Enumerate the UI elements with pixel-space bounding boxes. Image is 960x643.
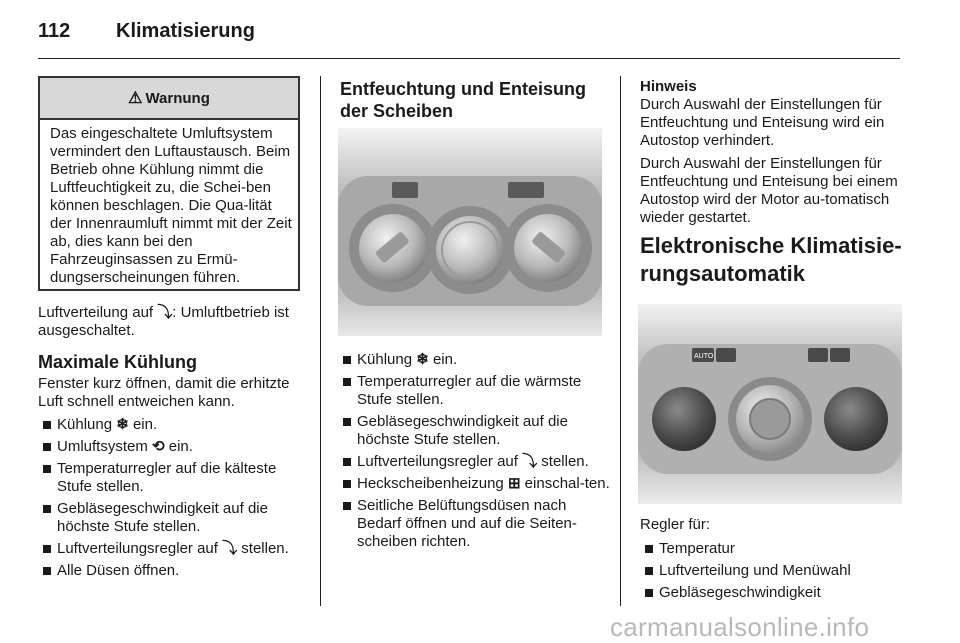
list-item: Temperatur <box>642 540 912 558</box>
auto-button-label: AUTO <box>694 353 714 360</box>
air-distribution-icon: ⤵ <box>522 453 538 470</box>
note-title: Hinweis <box>640 78 697 95</box>
list-item: Temperaturregler auf die wärmste Stufe stellen. <box>340 373 610 409</box>
air-distribution-icon: ⤵ <box>222 540 238 557</box>
list-item: Kühlung ❄ ein. <box>40 416 310 434</box>
column-divider-1 <box>320 76 321 606</box>
max-cooling-intro: Fenster kurz öffnen, damit die erhitzte Luft schnell entweichen kann. <box>38 375 290 410</box>
list-item: Heckscheibenheizung ⊞ einschal-ten. <box>340 475 610 493</box>
climate-control-panel-photo <box>338 128 602 336</box>
list-item: Gebläsegeschwindigkeit <box>642 584 912 602</box>
warning-triangle-icon: ⚠ <box>128 90 143 107</box>
warning-text: Das eingeschaltete Umluftsystem vermindert den Luftaustausch. Beim Betrieb ohne Kühlung nimmt die Luftfeuchtigkeit zu, die Schei-ben können beschlagen. Die Qua-lität der Innenraumluft nimmt mit der Zeit ab, dies kann bei den Fahrzeuginsassen zu Ermü-dungserscheinungen führen. <box>50 125 292 286</box>
air-distribution-icon: ⤵ <box>157 304 173 321</box>
rear-window-heating-icon: ⊞ <box>507 475 521 492</box>
column-divider-2 <box>620 76 621 606</box>
section-heading-max-cooling: Maximale Kühlung <box>38 352 198 372</box>
watermark: carmanualsonline.info <box>610 612 870 642</box>
controls-intro: Regler für: <box>640 516 711 533</box>
section-heading-auto-climate: Elektronische Klimatisie-rungsautomatik <box>640 233 902 286</box>
list-item: Seitliche Belüftungsdüsen nach Bedarf öffnen und auf die Seiten-scheiben richten. <box>340 497 610 551</box>
header-divider <box>38 58 900 59</box>
list-item: Luftverteilungsregler auf ⤵ stellen. <box>40 540 310 558</box>
note-text-2: Durch Auswahl der Einstellungen für Entfeuchtung und Enteisung bei einem Autostop wird der Motor au-tomatisch wieder gestartet. <box>640 155 898 226</box>
snowflake-icon: ❄ <box>416 351 429 368</box>
list-item: Kühlung ❄ ein. <box>340 351 610 369</box>
automatic-climate-control-photo <box>638 304 902 504</box>
page-number: 112 <box>38 20 71 42</box>
warning-box <box>38 76 300 291</box>
warning-header <box>40 78 298 120</box>
snowflake-icon: ❄ <box>116 416 129 433</box>
controls-list <box>642 540 912 606</box>
note-text-1: Durch Auswahl der Einstellungen für Entfeuchtung und Enteisung wird ein Autostop verhindert. <box>640 96 885 149</box>
list-item: Alle Düsen öffnen. <box>40 562 310 580</box>
list-item: Temperaturregler auf die kälteste Stufe stellen. <box>40 460 310 496</box>
list-item: Gebläsegeschwindigkeit auf die höchste Stufe stellen. <box>40 500 310 536</box>
max-cooling-steps <box>40 416 310 584</box>
list-item: Luftverteilungsregler auf ⤵ stellen. <box>340 453 610 471</box>
section-heading-demist: Entfeuchtung und Enteisung der Scheiben <box>340 79 586 121</box>
list-item: Gebläsegeschwindigkeit auf die höchste Stufe stellen. <box>340 413 610 449</box>
list-item: Umluftsystem ⟲ ein. <box>40 438 310 456</box>
warning-title: Warnung <box>145 89 210 107</box>
chapter-title: Klimatisierung <box>116 20 255 42</box>
air-distribution-note: Luftverteilung auf ⤵: Umluftbetrieb ist ausgeschaltet. <box>38 304 289 339</box>
recirculation-icon: ⟲ <box>152 438 165 455</box>
list-item: Luftverteilung und Menüwahl <box>642 562 912 580</box>
demist-steps <box>340 351 610 555</box>
